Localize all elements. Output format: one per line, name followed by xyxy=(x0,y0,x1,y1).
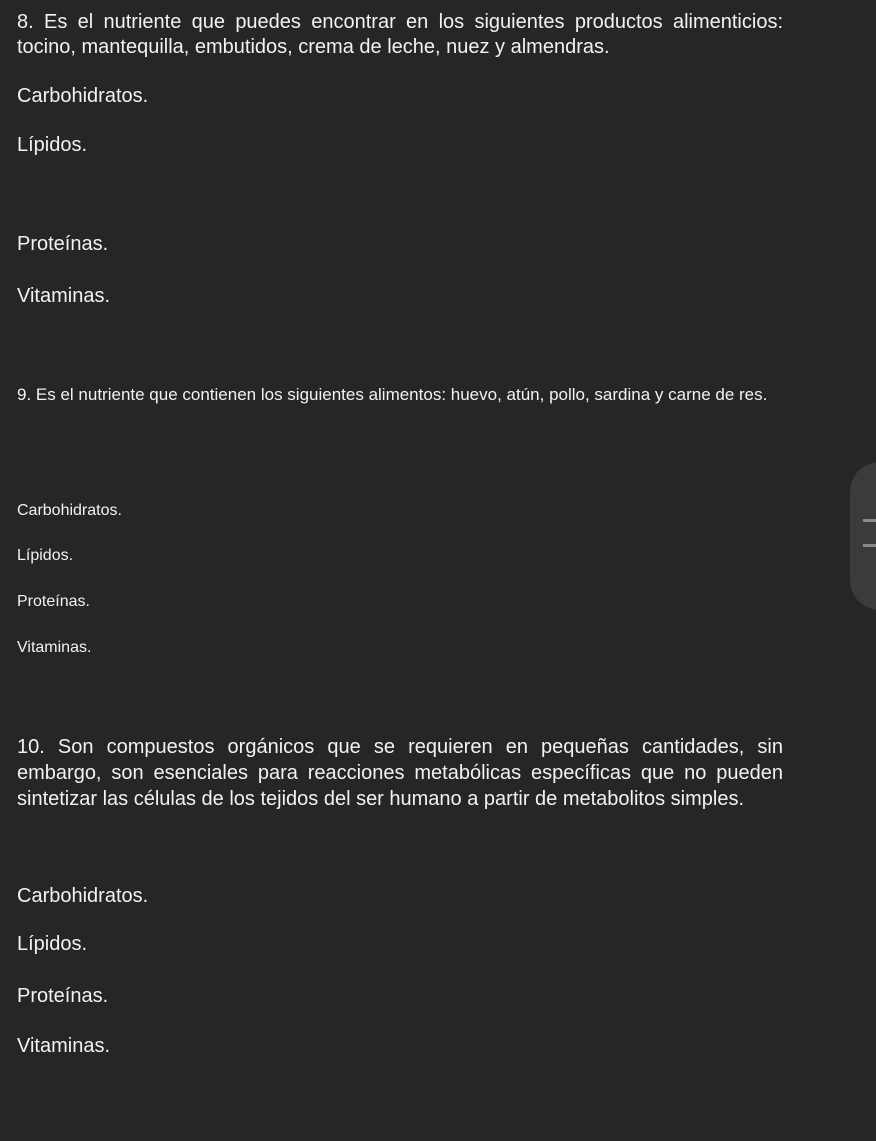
grip-line-icon xyxy=(863,519,876,522)
q10-option-carbohidratos[interactable]: Carbohidratos. xyxy=(17,885,149,907)
q9-option-lipidos[interactable]: Lípidos. xyxy=(17,547,74,564)
q9-option-vitaminas[interactable]: Vitaminas. xyxy=(17,639,92,656)
grip-line-icon xyxy=(863,544,876,547)
side-drag-handle[interactable] xyxy=(850,462,876,610)
q8-option-proteinas[interactable]: Proteínas. xyxy=(17,233,109,255)
q10-option-vitaminas[interactable]: Vitaminas. xyxy=(17,1035,111,1057)
question-9-text: 9. Es el nutriente que contienen los siguientes alimentos: huevo, atún, pollo, sardina y carne de res. xyxy=(17,385,768,404)
q9-option-carbohidratos[interactable]: Carbohidratos. xyxy=(17,502,122,519)
q8-option-vitaminas[interactable]: Vitaminas. xyxy=(17,285,111,307)
q10-option-lipidos[interactable]: Lípidos. xyxy=(17,933,88,955)
q8-option-carbohidratos[interactable]: Carbohidratos. xyxy=(17,85,149,107)
q8-option-lipidos[interactable]: Lípidos. xyxy=(17,134,88,156)
question-8-text: 8. Es el nutriente que puedes encontrar en los siguientes productos alimenticios: tocino, mantequilla, embutidos, crema de leche, nuez y almendras. xyxy=(17,11,783,58)
q10-option-proteinas[interactable]: Proteínas. xyxy=(17,985,109,1007)
question-10-text: 10. Son compuestos orgánicos que se requieren en pequeñas cantidades, sin embargo, son esenciales para reacciones metabólicas específicas que no pueden sintetizar las células de los tejidos del ser humano a partir de metabolitos simples. xyxy=(17,736,783,810)
q9-option-proteinas[interactable]: Proteínas. xyxy=(17,593,90,610)
